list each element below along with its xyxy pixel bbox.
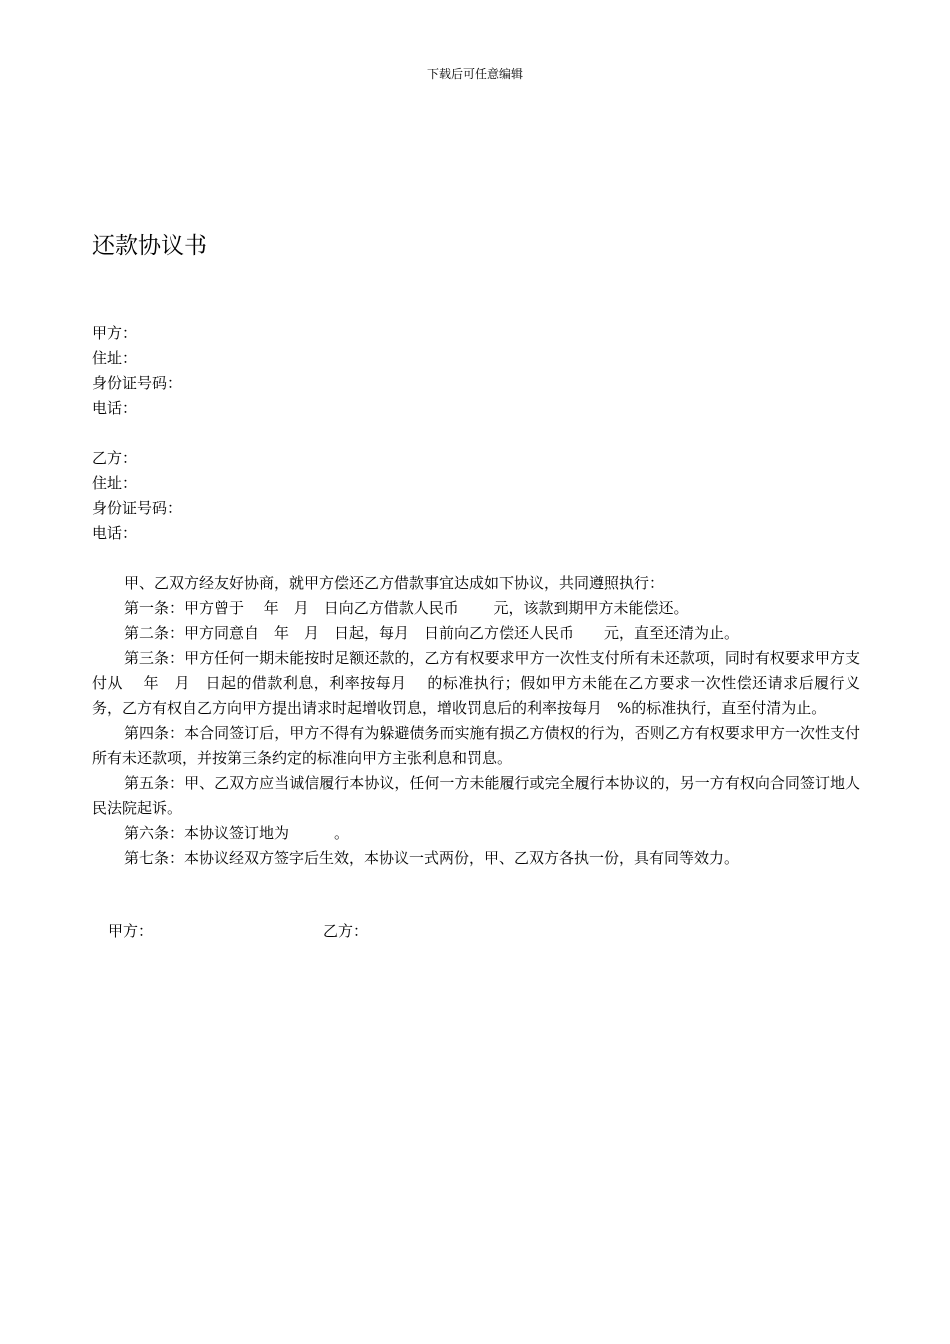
- signature-party-b-label: 乙方：: [323, 922, 369, 940]
- article-5-paragraph: 第五条：甲、乙双方应当诚信履行本协议，任何一方未能履行或完全履行本协议的，另一方有权向合同签订地人民法院起诉。: [92, 774, 860, 817]
- article-2-paragraph: 第二条：甲方同意自 年 月 日起，每月 日前向乙方偿还人民币 元，直至还清为止。: [124, 624, 740, 642]
- article-1-paragraph: 第一条：甲方曾于 年 月 日向乙方借款人民币 元，该款到期甲方未能偿还。: [124, 599, 689, 617]
- party-a-info: [92, 321, 592, 421]
- party-b-name-label: 乙方：: [92, 449, 138, 467]
- party-a-id-label: 身份证号码：: [92, 374, 183, 392]
- document-title: 还款协议书: [92, 233, 207, 259]
- party-a-name-label: 甲方：: [92, 324, 138, 342]
- article-6-paragraph: 第六条：本协议签订地为 。: [124, 824, 350, 842]
- party-b-info: [92, 446, 592, 546]
- party-a-address-label: 住址：: [92, 349, 138, 367]
- party-b-id-label: 身份证号码：: [92, 499, 183, 517]
- article-7-paragraph: 第七条：本协议经双方签字后生效，本协议一式两份，甲、乙双方各执一份，具有同等效力。: [124, 849, 740, 867]
- header-note: 下载后可任意编辑: [426, 67, 523, 81]
- article-3-paragraph: 第三条：甲方任何一期未能按时足额还款的，乙方有权要求甲方一次性支付所有未还款项，同时有权要求甲方支付从 年 月 日起的借款利息，利率按每月 的标准执行；假如甲方未能在乙方要求一次性偿还请求后履行义务，乙方有权自乙方向甲方提出请求时起增收罚息，增收罚息后的利率按每月 %的标准执行，直至付清为止。: [92, 649, 860, 717]
- preamble-paragraph: 甲、乙双方经友好协商，就甲方偿还乙方借款事宜达成如下协议，共同遵照执行：: [124, 574, 665, 592]
- article-4-paragraph: 第四条：本合同签订后，甲方不得有为躲避债务而实施有损乙方债权的行为，否则乙方有权要求甲方一次性支付所有未还款项，并按第三条约定的标准向甲方主张利息和罚息。: [92, 724, 860, 767]
- signature-line: [108, 919, 369, 944]
- agreement-body: [92, 571, 860, 871]
- party-a-phone-label: 电话：: [92, 399, 138, 417]
- party-b-address-label: 住址：: [92, 474, 138, 492]
- signature-party-a-label: 甲方：: [108, 922, 154, 940]
- party-b-phone-label: 电话：: [92, 524, 138, 542]
